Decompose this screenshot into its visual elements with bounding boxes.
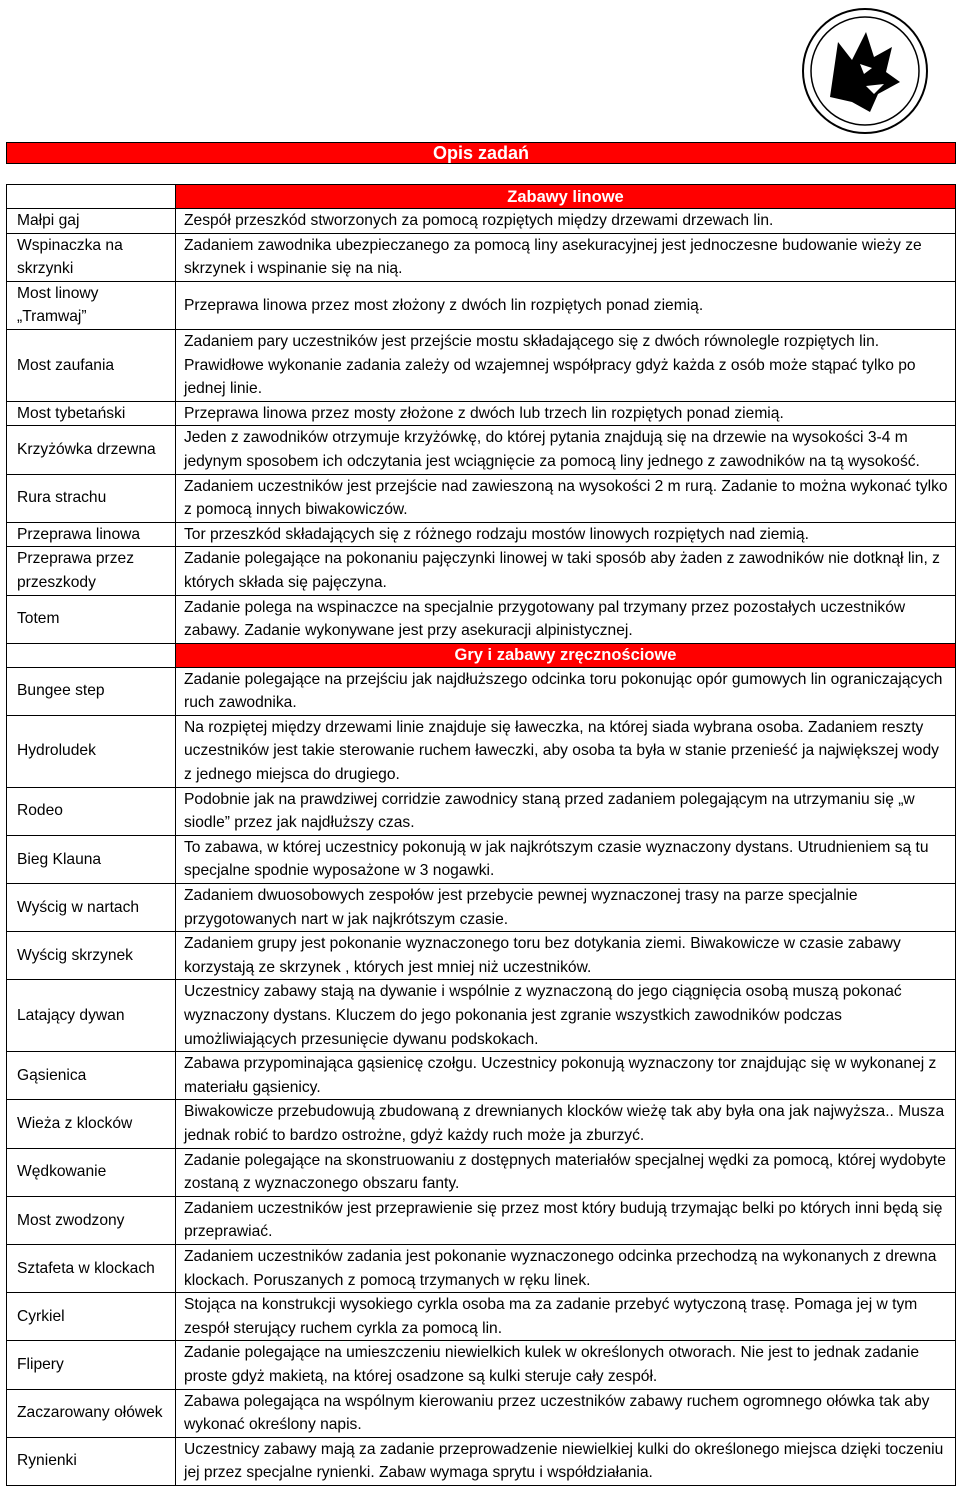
section-title: Zabawy linowe — [176, 185, 956, 209]
task-name: Hydroludek — [7, 715, 176, 787]
table-row — [7, 1196, 956, 1244]
task-name: Wieża z klocków — [7, 1100, 176, 1148]
task-description: Tor przeszkód składających się z różnego rodzaju mostów linowych rozpiętych nad ziemią. — [176, 522, 956, 547]
table-row — [7, 835, 956, 883]
table-row — [7, 1341, 956, 1389]
section-header-spacer — [7, 185, 176, 209]
task-name: Most linowy „Tramwaj” — [7, 281, 176, 329]
task-name: Rodeo — [7, 787, 176, 835]
black-wolf-logo — [800, 2, 930, 140]
task-name: Cyrkiel — [7, 1293, 176, 1341]
table-row — [7, 884, 956, 932]
section-header-row — [7, 643, 956, 667]
task-name: Most zwodzony — [7, 1196, 176, 1244]
task-description: Zadanie polegające na pokonaniu pajęczynki linowej w taki sposób aby żaden z zawodników nie dotknął lin, z których składa się pajęczyna. — [176, 547, 956, 595]
table-row — [7, 1389, 956, 1437]
task-name: Bieg Klauna — [7, 835, 176, 883]
table-row — [7, 522, 956, 547]
task-table — [6, 184, 956, 1486]
task-name: Gąsienica — [7, 1052, 176, 1100]
task-description: To zabawa, w której uczestnicy pokonują w jak najkrótszym czasie wyznaczony dystans. Utrudnieniem są tu specjalne spodnie wyposażone w 3 nogawki. — [176, 835, 956, 883]
task-name: Most zaufania — [7, 329, 176, 401]
task-description: Zadanie polegające na skonstruowaniu z dostępnych materiałów specjalnej wędki za pomocą, której wydobyte zostaną z wyznaczonego obszaru fanty. — [176, 1148, 956, 1196]
task-name: Zaczarowany ołówek — [7, 1389, 176, 1437]
task-description: Zadanie polega na wspinaczce na specjalnie przygotowany pal trzymany przez pozostałych uczestników zabawy. Zadanie wykonywane jest przy asekuracji alpinistycznej. — [176, 595, 956, 643]
table-row — [7, 787, 956, 835]
task-name: Sztafeta w klockach — [7, 1244, 176, 1292]
task-description: Przeprawa linowa przez most złożony z dwóch lin rozpiętych ponad ziemią. — [176, 281, 956, 329]
task-name: Wyścig skrzynek — [7, 932, 176, 980]
task-description: Przeprawa linowa przez mosty złożone z dwóch lub trzech lin rozpiętych ponad ziemią. — [176, 401, 956, 426]
task-name: Rynienki — [7, 1437, 176, 1485]
task-name: Rura strachu — [7, 474, 176, 522]
table-row — [7, 595, 956, 643]
page-title: Opis zadań — [6, 142, 956, 164]
task-description: Zadanie polegające na przejściu jak najdłuższego odcinka toru pokonując opór gumowych lin ograniczających ruch zawodnika. — [176, 667, 956, 715]
section-title: Gry i zabawy zręcznościowe — [176, 643, 956, 667]
task-description: Zadaniem grupy jest pokonanie wyznaczonego toru bez dotykania ziemi. Biwakowicze w czasie zabawy korzystają ze skrzynek , których jest mniej niż uczestników. — [176, 932, 956, 980]
task-name: Wspinaczka na skrzynki — [7, 233, 176, 281]
task-description: Podobnie jak na prawdziwej corridzie zawodnicy staną przed zadaniem polegającym na utrzymaniu się „w siodle” przez jak najdłuższy czas. — [176, 787, 956, 835]
task-description: Zespół przeszkód stworzonych za pomocą rozpiętych między drzewami drzewach lin. — [176, 209, 956, 234]
task-name: Totem — [7, 595, 176, 643]
task-description: Zadanie polegające na umieszczeniu niewielkich kulek w określonych otworach. Nie jest to jednak zadanie proste gdyż makietą, na której osadzone są kulki steruje cały zespół. — [176, 1341, 956, 1389]
table-row — [7, 980, 956, 1052]
task-description: Biwakowicze przebudowują zbudowaną z drewnianych klocków wieżę tak aby była ona jak najwyższa.. Musza jednak robić to bardzo ostrożne, gdyż każdy ruch może ja zburzyć. — [176, 1100, 956, 1148]
table-row — [7, 667, 956, 715]
task-description: Jeden z zawodników otrzymuje krzyżówkę, do której pytania znajdują się na drzewie na wysokości 3-4 m jedynym sposobem ich odczytania jest wciągnięcie za pomocą liny jednego z zawodników na tą wysokość. — [176, 426, 956, 474]
task-description: Zabawa polegająca na wspólnym kierowaniu przez uczestników zabawy ruchem ogromnego ołówka tak aby wykonać określony napis. — [176, 1389, 956, 1437]
task-name: Bungee step — [7, 667, 176, 715]
task-name: Latający dywan — [7, 980, 176, 1052]
task-name: Flipery — [7, 1341, 176, 1389]
table-row — [7, 932, 956, 980]
table-row — [7, 1437, 956, 1485]
task-name: Przeprawa linowa — [7, 522, 176, 547]
task-description: Zadaniem uczestników jest przeprawienie się przez most który budują trzymając belki po których inni będą się przeprawiać. — [176, 1196, 956, 1244]
task-name: Przeprawa przez przeszkody — [7, 547, 176, 595]
task-name: Wyścig w nartach — [7, 884, 176, 932]
table-row — [7, 209, 956, 234]
task-name: Krzyżówka drzewna — [7, 426, 176, 474]
table-row — [7, 1244, 956, 1292]
table-row — [7, 1052, 956, 1100]
table-row — [7, 1100, 956, 1148]
task-name: Most tybetański — [7, 401, 176, 426]
task-description: Zadaniem uczestników jest przejście nad zawieszoną na wysokości 2 m rurą. Zadanie to można wykonać tylko z pomocą innych biwakowiczów. — [176, 474, 956, 522]
table-row — [7, 715, 956, 787]
task-description: Uczestnicy zabawy mają za zadanie przeprowadzenie niewielkiej kulki do określonego miejsca dzięki toczeniu jej przez specjalne rynienki. Zabaw wymaga sprytu i współdziałania. — [176, 1437, 956, 1485]
task-description: Zadaniem uczestników zadania jest pokonanie wyznaczonego odcinka przechodzą na wykonanych z drewna klockach. Poruszanych z pomocą trzymanych w ręku linek. — [176, 1244, 956, 1292]
table-row — [7, 426, 956, 474]
task-description: Uczestnicy zabawy stają na dywanie i wspólnie z wyznaczoną do jego ciągnięcia osobą muszą pokonać wyznaczony dystans. Kluczem do jego pokonania jest zgranie wszystkich zawodników podczas umożliwiających przesunięcie dywanu podskokach. — [176, 980, 956, 1052]
table-row — [7, 329, 956, 401]
task-description: Zadaniem dwuosobowych zespołów jest przebycie pewnej wyznaczonej trasy na parze specjalnie przygotowanych nart w jak najkrótszym czasie. — [176, 884, 956, 932]
table-row — [7, 1293, 956, 1341]
table-row — [7, 281, 956, 329]
task-name: Wędkowanie — [7, 1148, 176, 1196]
task-name: Małpi gaj — [7, 209, 176, 234]
section-header-row — [7, 185, 956, 209]
section-header-spacer — [7, 643, 176, 667]
task-description: Zadaniem pary uczestników jest przejście mostu składającego się z dwóch równolegle rozpiętych lin. Prawidłowe wykonanie zadania zależy od wzajemnej współpracy gdyż każda z osób może stąpać tylko po jednej linie. — [176, 329, 956, 401]
task-description: Zadaniem zawodnika ubezpieczanego za pomocą liny asekuracyjnej jest jednoczesne budowanie wieży ze skrzynek i wspinanie się na nią. — [176, 233, 956, 281]
table-row — [7, 233, 956, 281]
table-row — [7, 401, 956, 426]
table-row — [7, 1148, 956, 1196]
table-row — [7, 547, 956, 595]
table-row — [7, 474, 956, 522]
task-description: Zabawa przypominająca gąsienicę czołgu. Uczestnicy pokonują wyznaczony tor znajdując się w wykonanej z materiału gąsienicy. — [176, 1052, 956, 1100]
task-description: Na rozpiętej między drzewami linie znajduje się ławeczka, na której siada wybrana osoba. Zadaniem reszty uczestników jest takie sterowanie ruchem ławeczki, aby osoba ta była w stanie przenieść ja największej wody z jednego miejsca do drugiego. — [176, 715, 956, 787]
task-description: Stojąca na konstrukcji wysokiego cyrkla osoba ma za zadanie przebyć wytyczoną trasę. Pomaga jej w tym zespół sterujący ruchem cyrkla za pomocą lin. — [176, 1293, 956, 1341]
